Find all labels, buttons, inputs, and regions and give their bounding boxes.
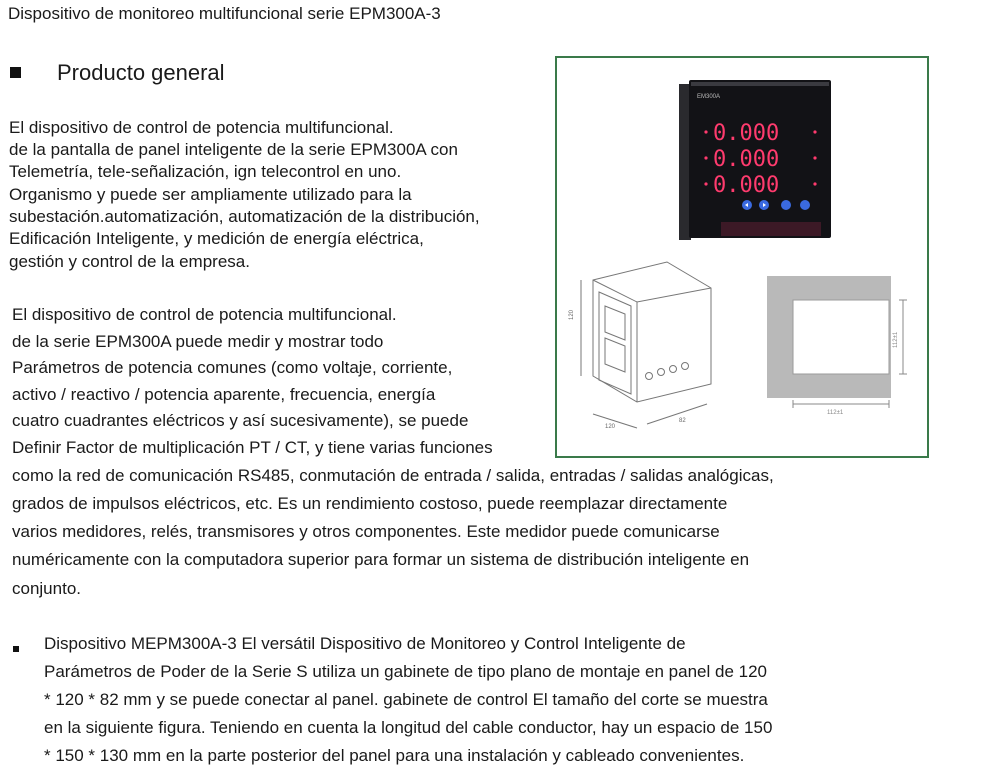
text-line: Parámetros de Poder de la Serie S utiliza un gabinete de tipo plano de montaje en panel de 120 bbox=[44, 662, 767, 681]
text-line: Definir Factor de multiplicación PT / CT, y tiene varias funciones bbox=[12, 438, 493, 457]
text-line: activo / reactivo / potencia aparente, frecuencia, energía bbox=[12, 385, 436, 404]
dimension-label-depth: 82 bbox=[679, 418, 686, 424]
meter-reading-1: 0.000 bbox=[713, 121, 780, 146]
text-line: de la pantalla de panel inteligente de la serie EPM300A con bbox=[9, 140, 458, 159]
text-line: cuatro cuadrantes eléctricos y así sucesivamente), se puede bbox=[12, 411, 469, 430]
meter-button-icon bbox=[800, 200, 810, 210]
meter-brand-label: EM300A bbox=[697, 94, 721, 100]
text-line: Organismo y puede ser ampliamente utilizado para la bbox=[9, 185, 412, 204]
text-line: * 150 * 130 mm en la parte posterior del panel para una instalación y cableado convenientes. bbox=[44, 746, 745, 765]
text-line: * 120 * 82 mm y se puede conectar al panel. gabinete de control El tamaño del corte se muestra bbox=[44, 690, 768, 709]
text-line: gestión y control de la empresa. bbox=[9, 252, 250, 271]
dimension-label-height: 120 bbox=[569, 309, 575, 320]
product-illustration bbox=[557, 58, 927, 456]
text-line: Telemetría, tele-señalización, ign telecontrol en uno. bbox=[9, 162, 402, 181]
text-line: Dispositivo MEPM300A-3 El versátil Dispositivo de Monitoreo y Control Inteligente de bbox=[44, 634, 686, 653]
text-line: de la serie EPM300A puede medir y mostrar todo bbox=[12, 332, 384, 351]
section-heading: Producto general bbox=[57, 60, 225, 85]
text-line: conjunto. bbox=[12, 579, 81, 598]
cutout-height-label: 112±1 bbox=[893, 331, 899, 348]
heading-bullet-icon bbox=[10, 67, 21, 78]
meter-reading-3: 0.000 bbox=[713, 173, 780, 198]
text-line: varios medidores, relés, transmisores y otros componentes. Este medidor puede comunicarse bbox=[12, 522, 720, 541]
cutout-width-label: 112±1 bbox=[827, 410, 844, 416]
text-line: Parámetros de potencia comunes (como voltaje, corriente, bbox=[12, 358, 453, 377]
text-line: subestación.automatización, automatización de la distribución, bbox=[9, 207, 480, 226]
text-line: El dispositivo de control de potencia multifuncional. bbox=[9, 118, 394, 137]
dimension-label-width: 120 bbox=[605, 424, 616, 430]
product-figure bbox=[555, 56, 929, 458]
text-line: Edificación Inteligente, y medición de energía eléctrica, bbox=[9, 229, 424, 248]
document-title: Dispositivo de monitoreo multifuncional serie EPM300A-3 bbox=[8, 4, 441, 23]
text-line: en la siguiente figura. Teniendo en cuenta la longitud del cable conductor, hay un espacio de 150 bbox=[44, 718, 773, 737]
panel-cutout-drawing bbox=[767, 276, 907, 408]
text-line: grados de impulsos eléctricos, etc. Es un rendimiento costoso, puede reemplazar directamente bbox=[12, 494, 728, 513]
bullet-icon bbox=[13, 646, 19, 652]
meter-photo bbox=[679, 80, 831, 240]
text-line: El dispositivo de control de potencia multifuncional. bbox=[12, 305, 397, 324]
text-line: numéricamente con la computadora superior para formar un sistema de distribución inteligente en bbox=[12, 550, 750, 569]
meter-button-icon bbox=[781, 200, 791, 210]
side-dimension-drawing bbox=[581, 262, 711, 428]
meter-reading-2: 0.000 bbox=[713, 147, 780, 172]
text-line: como la red de comunicación RS485, conmutación de entrada / salida, entradas / salidas analógicas, bbox=[12, 466, 774, 485]
